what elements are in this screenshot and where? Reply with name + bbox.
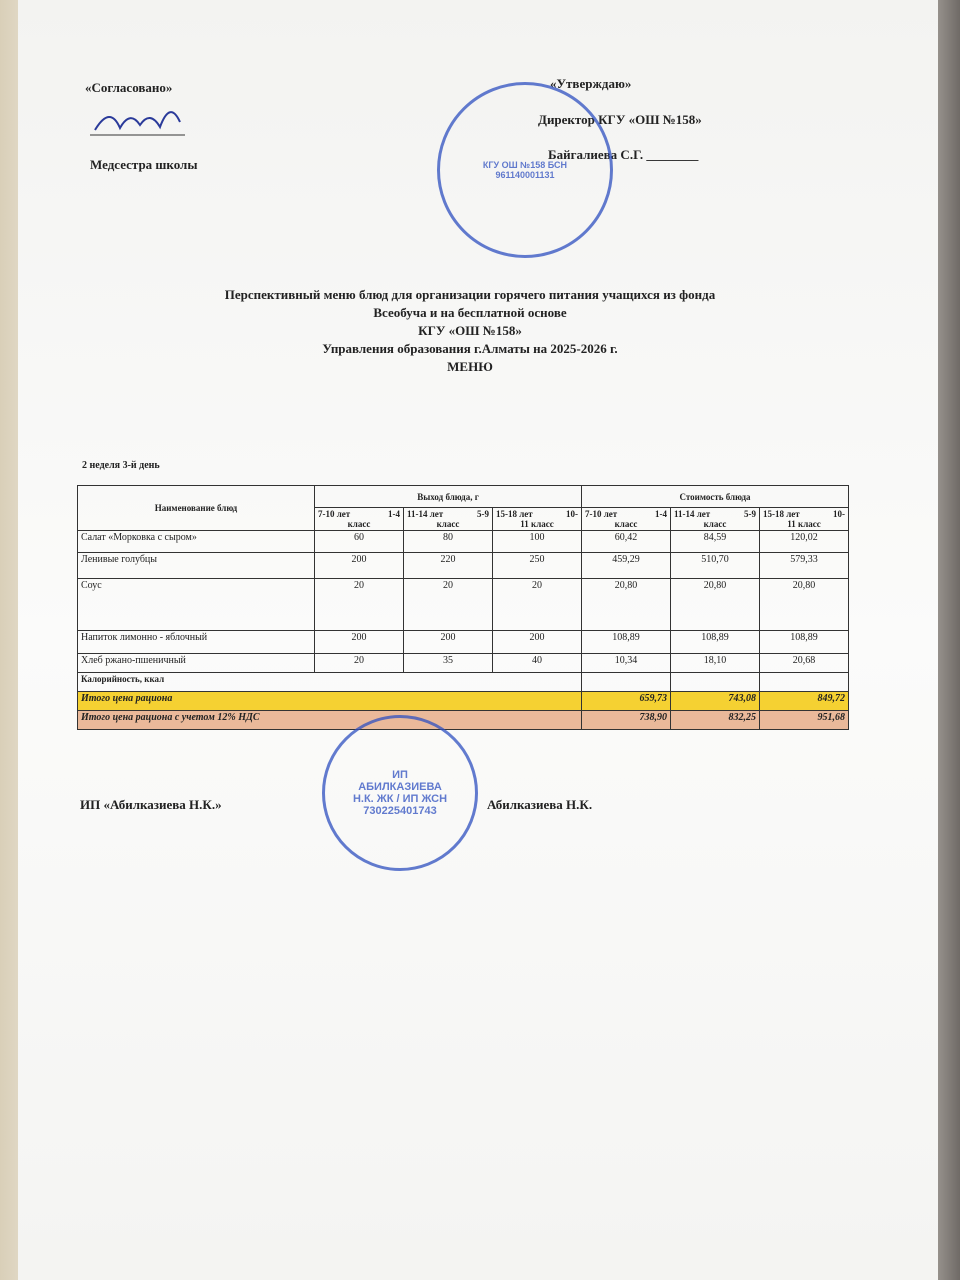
subheader-age-group: [582, 508, 671, 531]
table-row: [78, 631, 849, 654]
cost-value: 10,34: [582, 654, 671, 673]
total-value: 743,08: [671, 692, 760, 711]
total-row: [78, 692, 849, 711]
dish-name: Салат «Морковка с сыром»: [78, 531, 315, 553]
subheader-age-group: [493, 508, 582, 531]
grade-label: 11 класс: [787, 519, 821, 529]
grade-label: класс: [436, 519, 460, 529]
yield-value: 200: [315, 631, 404, 654]
grade-label: 11 класс: [520, 519, 554, 529]
yield-value: 40: [493, 654, 582, 673]
cost-value: 459,29: [582, 553, 671, 579]
yield-value: 20: [315, 579, 404, 631]
age-range: 15-18 лет: [496, 509, 533, 519]
yield-value: 35: [404, 654, 493, 673]
cost-value: 579,33: [760, 553, 849, 579]
grade-label: класс: [614, 519, 638, 529]
title-line-4: Управления образования г.Алматы на 2025-2026 г.: [322, 341, 618, 356]
grade-start: 10-: [566, 509, 578, 519]
grade-start: 5-9: [477, 509, 489, 519]
total-value: 849,72: [760, 692, 849, 711]
age-range: 11-14 лет: [674, 509, 711, 519]
total-label: Итого цена рациона: [78, 692, 582, 711]
total-vat-row: [78, 711, 849, 730]
grade-start: 10-: [833, 509, 845, 519]
grade-start: 1-4: [388, 509, 400, 519]
cost-value: 108,89: [671, 631, 760, 654]
title-line-3: КГУ «ОШ №158»: [418, 323, 522, 338]
yield-value: 20: [404, 579, 493, 631]
menu-table: [77, 485, 849, 730]
cost-value: 108,89: [760, 631, 849, 654]
age-range: 7-10 лет: [318, 509, 351, 519]
nurse-signature: [90, 100, 190, 140]
grade-start: 1-4: [655, 509, 667, 519]
school-stamp: КГУ ОШ №158 БСН 961140001131: [437, 82, 613, 258]
cost-value: 18,10: [671, 654, 760, 673]
table-row: [78, 654, 849, 673]
yield-value: 20: [315, 654, 404, 673]
director-label: Директор КГУ «ОШ №158»: [538, 112, 702, 127]
cost-header: Стоимость блюда: [582, 486, 849, 508]
agreed-label: «Согласовано»: [85, 80, 173, 95]
title-line-1: Перспективный меню блюд для организации горячего питания учащихся из фонда: [224, 287, 716, 302]
subheader-age-group: [315, 508, 404, 531]
cost-value: 20,80: [760, 579, 849, 631]
subheader-age-group: [671, 508, 760, 531]
cost-value: 108,89: [582, 631, 671, 654]
cost-value: 120,02: [760, 531, 849, 553]
grade-label: класс: [347, 519, 371, 529]
footer-left: ИП «Абилказиева Н.К.»: [80, 797, 222, 812]
yield-value: 80: [404, 531, 493, 553]
title-line-2: Всеобуча и на бесплатной основе: [373, 305, 567, 320]
grade-label: класс: [703, 519, 727, 529]
calories-label: Калорийность, ккал: [78, 673, 582, 692]
cost-value: 20,80: [671, 579, 760, 631]
subheader-age-group: [760, 508, 849, 531]
day-label: 2 неделя 3-й день: [82, 460, 160, 471]
col-name-header: Наименование блюд: [78, 486, 315, 531]
approve-label: «Утверждаю»: [550, 76, 632, 91]
table-row: [78, 531, 849, 553]
age-range: 7-10 лет: [585, 509, 618, 519]
yield-value: 20: [493, 579, 582, 631]
total-value: 659,73: [582, 692, 671, 711]
age-range: 11-14 лет: [407, 509, 444, 519]
nurse-label: Медсестра школы: [90, 157, 198, 172]
yield-value: 250: [493, 553, 582, 579]
grade-start: 5-9: [744, 509, 756, 519]
age-range: 15-18 лет: [763, 509, 800, 519]
total-vat-value: 738,90: [582, 711, 671, 730]
title-line-5: МЕНЮ: [447, 359, 493, 374]
dish-name: Напиток лимонно - яблочный: [78, 631, 315, 654]
cost-value: 84,59: [671, 531, 760, 553]
yield-value: 60: [315, 531, 404, 553]
yield-header: Выход блюда, г: [315, 486, 582, 508]
subheader-age-group: [404, 508, 493, 531]
dish-name: Ленивые голубцы: [78, 553, 315, 579]
table-row: [78, 553, 849, 579]
entrepreneur-stamp: ИП АБИЛКАЗИЕВА Н.К. ЖК / ИП ЖСН 730225401743: [322, 715, 478, 871]
footer-right: Абилказиева Н.К.: [487, 797, 593, 812]
total-vat-label: Итого цена рациона с учетом 12% НДС: [78, 711, 582, 730]
cost-value: 20,68: [760, 654, 849, 673]
yield-value: 200: [315, 553, 404, 579]
dish-name: Соус: [78, 579, 315, 631]
cost-value: 60,42: [582, 531, 671, 553]
table-row: [78, 579, 849, 631]
cost-value: 510,70: [671, 553, 760, 579]
cost-value: 20,80: [582, 579, 671, 631]
total-vat-value: 951,68: [760, 711, 849, 730]
yield-value: 100: [493, 531, 582, 553]
director-name: Байгалиева С.Г. ________: [548, 147, 699, 162]
dish-name: Хлеб ржано-пшеничный: [78, 654, 315, 673]
yield-value: 220: [404, 553, 493, 579]
yield-value: 200: [404, 631, 493, 654]
yield-value: 200: [493, 631, 582, 654]
total-vat-value: 832,25: [671, 711, 760, 730]
